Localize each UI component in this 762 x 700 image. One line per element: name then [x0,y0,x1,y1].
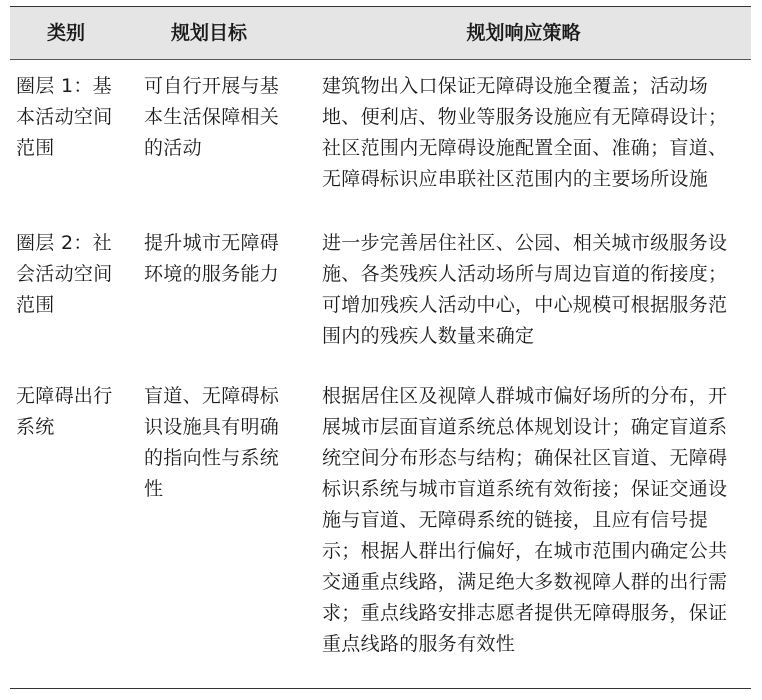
row-2-strategy: 进一步完善居住社区、公园、相关城市级服务设施、各类残疾人活动场所与周边盲道的衔接度；可增加残疾人活动中心，中心规模可根据服务范围内的残疾人数量来确定 [322,232,728,347]
table-header [10,7,751,60]
table-bottom-rule [10,688,751,689]
header-strategy: 规划响应策略 [466,22,581,44]
row-2-category: 圈层 2：社会活动空间范围 [16,232,113,316]
row-2-goal: 提升城市无障碍环境的服务能力 [144,232,280,285]
header-goal: 规划目标 [170,22,247,44]
row-3-goal: 盲道、无障碍标识设施具有明确的指向性与系统性 [144,385,280,500]
row-3-category: 无障碍出行系统 [16,385,113,438]
header-category: 类别 [46,22,85,44]
row-1-goal: 可自行开展与基本生活保障相关的活动 [144,75,280,159]
row-3-strategy: 根据居住区及视障人群城市偏好场所的分布，开展城市层面盲道系统总体规划设计；确定盲道系统空间分布形态与结构；确保社区盲道、无障碍标识系统与城市盲道系统有效衔接；保证交通设施与盲道、无障碍系统的链接，且应有信号提示；根据人群出行偏好，在城市范围内确定公共交通重点线路，满足绝大多数视障人群的出行需求；重点线路安排志愿者提供无障碍服务，保证重点线路的服务有效性 [322,385,728,655]
row-1-strategy: 建筑物出入口保证无障碍设施全覆盖；活动场地、便利店、物业等服务设施应有无障碍设计；社区范围内无障碍设施配置全面、准确；盲道、无障碍标识应串联社区范围内的主要场所设施 [322,75,728,190]
row-1-category: 圈层 1：基本活动空间范围 [16,75,113,159]
